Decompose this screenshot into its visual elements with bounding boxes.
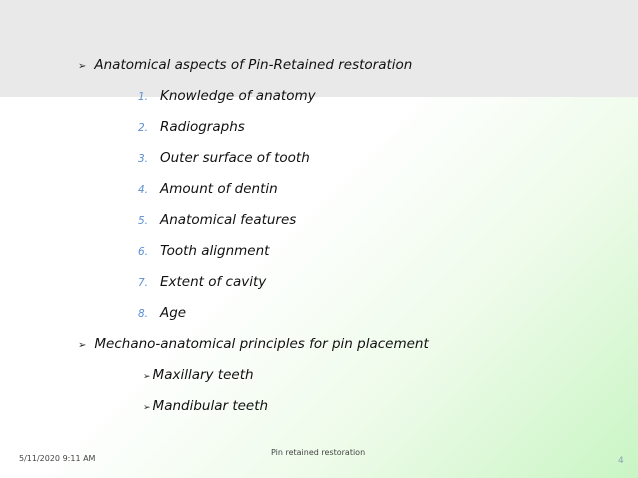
arrow-bullet-icon: ➢ bbox=[143, 403, 151, 413]
bullet-mechano-anatomical bbox=[78, 336, 429, 352]
bullet-text: Anatomical aspects of Pin-Retained restoration bbox=[94, 57, 413, 73]
item-number: 2. bbox=[138, 122, 149, 134]
item-number: 6. bbox=[138, 246, 149, 258]
numbered-item bbox=[138, 212, 296, 228]
item-number: 5. bbox=[138, 215, 149, 227]
numbered-item bbox=[138, 119, 245, 135]
item-text: Anatomical features bbox=[160, 212, 297, 228]
item-number: 4. bbox=[138, 184, 149, 196]
numbered-item bbox=[138, 305, 186, 321]
item-text: Age bbox=[160, 305, 187, 321]
numbered-item bbox=[138, 88, 316, 104]
numbered-item bbox=[138, 181, 278, 197]
item-text: Extent of cavity bbox=[160, 274, 267, 290]
footer-date: 5/11/2020 9:11 AM bbox=[19, 454, 96, 463]
item-text: Knowledge of anatomy bbox=[160, 88, 316, 104]
item-text: Radiographs bbox=[160, 119, 245, 135]
sub-item-maxillary bbox=[143, 367, 254, 383]
arrow-bullet-icon: ➢ bbox=[78, 61, 87, 72]
sub-item-mandibular bbox=[143, 398, 268, 414]
page-number: 4 bbox=[618, 456, 624, 466]
item-text: Amount of dentin bbox=[160, 181, 278, 197]
item-number: 7. bbox=[138, 277, 149, 289]
sub-item-text: Mandibular teeth bbox=[152, 398, 269, 414]
numbered-item bbox=[138, 243, 269, 259]
item-number: 8. bbox=[138, 308, 149, 320]
item-text: Tooth alignment bbox=[160, 243, 270, 259]
sub-item-text: Maxillary teeth bbox=[152, 367, 254, 383]
arrow-bullet-icon: ➢ bbox=[143, 372, 151, 382]
arrow-bullet-icon: ➢ bbox=[78, 340, 87, 351]
bullet-text: Mechano-anatomical principles for pin placement bbox=[94, 336, 429, 352]
item-number: 3. bbox=[138, 153, 149, 165]
item-number: 1. bbox=[138, 91, 149, 103]
footer-title: Pin retained restoration bbox=[271, 448, 366, 457]
bullet-anatomical-aspects bbox=[78, 57, 412, 73]
item-text: Outer surface of tooth bbox=[160, 150, 310, 166]
numbered-item bbox=[138, 150, 310, 166]
numbered-item bbox=[138, 274, 266, 290]
